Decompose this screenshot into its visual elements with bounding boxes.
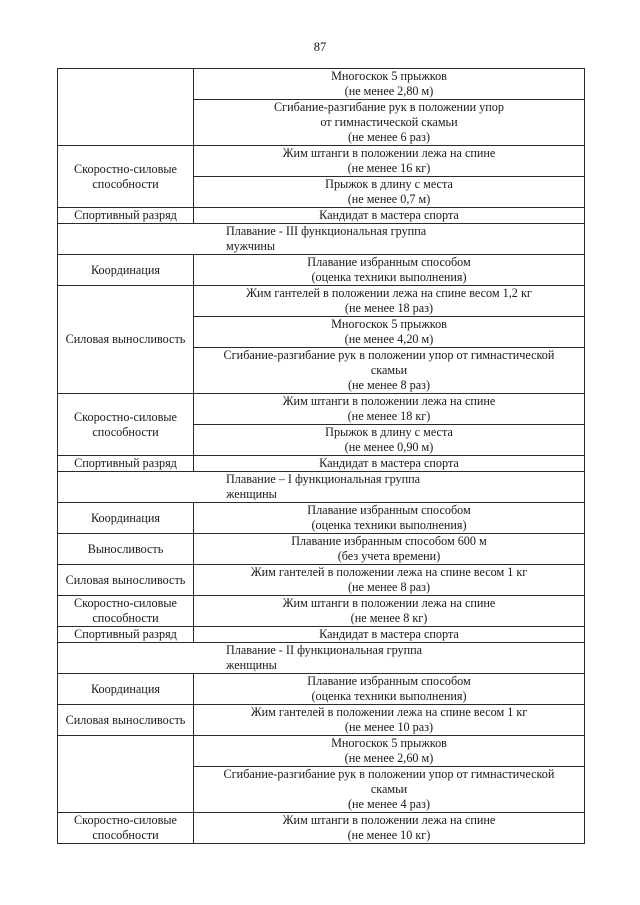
category-cell: Спортивный разряд — [58, 456, 194, 472]
section-row — [58, 472, 585, 503]
test-cell — [194, 767, 585, 813]
test-line: Прыжок в длину с места — [325, 177, 453, 191]
table-row — [58, 705, 585, 736]
section-heading — [58, 472, 585, 503]
table-row — [58, 69, 585, 100]
test-line: (оценка техники выполнения) — [311, 689, 467, 703]
table-row — [58, 813, 585, 844]
test-line: Плавание избранным способом — [307, 674, 471, 688]
test-cell — [194, 456, 585, 472]
table-row — [58, 394, 585, 425]
category-cell — [58, 736, 194, 813]
section-row — [58, 643, 585, 674]
test-line: (не менее 10 кг) — [347, 828, 431, 842]
category-cell: Скоростно-силовые способности — [58, 596, 194, 627]
test-line: от гимнастической скамьи — [320, 115, 458, 129]
standards-table — [57, 68, 585, 844]
table-row — [58, 208, 585, 224]
test-cell — [194, 596, 585, 627]
test-cell — [194, 736, 585, 767]
test-cell — [194, 534, 585, 565]
test-line: Прыжок в длину с места — [325, 425, 453, 439]
section-subtitle: женщины — [226, 658, 277, 672]
table-row — [58, 146, 585, 177]
test-line: Кандидат в мастера спорта — [319, 456, 459, 470]
test-cell — [194, 177, 585, 208]
test-line: Кандидат в мастера спорта — [319, 627, 459, 641]
category-cell: Скоростно-силовые способности — [58, 394, 194, 456]
table-row — [58, 596, 585, 627]
test-line: (не менее 18 раз) — [344, 301, 434, 315]
section-title: Плавание – I функциональная группа — [226, 472, 421, 486]
section-heading — [58, 224, 585, 255]
test-line: Кандидат в мастера спорта — [319, 208, 459, 222]
test-line: (не менее 2,60 м) — [344, 751, 434, 765]
test-line: Многоскок 5 прыжков — [331, 69, 447, 83]
test-cell — [194, 146, 585, 177]
test-line: Плавание избранным способом — [307, 503, 471, 517]
category-cell: Силовая выносливость — [58, 565, 194, 596]
test-line: (не менее 8 кг) — [350, 611, 428, 625]
section-heading — [58, 643, 585, 674]
table-row — [58, 534, 585, 565]
test-line: (не менее 16 кг) — [347, 161, 431, 175]
test-line: (не менее 4 раз) — [347, 797, 431, 811]
test-line: (оценка техники выполнения) — [311, 518, 467, 532]
test-line: Плавание избранным способом — [307, 255, 471, 269]
category-cell: Скоростно-силовые способности — [58, 813, 194, 844]
test-cell — [194, 627, 585, 643]
category-cell — [58, 69, 194, 146]
test-cell — [194, 69, 585, 100]
test-line: (не менее 8 раз) — [347, 378, 431, 392]
category-cell: Координация — [58, 255, 194, 286]
test-line: (не менее 6 раз) — [347, 130, 431, 144]
table-row — [58, 255, 585, 286]
test-line: (не менее 0,90 м) — [344, 440, 434, 454]
category-cell: Силовая выносливость — [58, 705, 194, 736]
test-cell — [194, 503, 585, 534]
category-cell: Силовая выносливость — [58, 286, 194, 394]
category-cell: Спортивный разряд — [58, 208, 194, 224]
test-line: (оценка техники выполнения) — [311, 270, 467, 284]
test-line: Жим штанги в положении лежа на спине — [282, 146, 496, 160]
test-cell — [194, 705, 585, 736]
table-row — [58, 674, 585, 705]
test-line: Сгибание-разгибание рук в положении упор от гимнастической — [223, 348, 555, 362]
table-row — [58, 456, 585, 472]
page-number: 87 — [313, 40, 327, 54]
test-line: скамьи — [370, 363, 408, 377]
test-cell — [194, 394, 585, 425]
test-line: (не менее 8 раз) — [347, 580, 431, 594]
test-cell — [194, 255, 585, 286]
category-cell: Скоростно-силовые способности — [58, 146, 194, 208]
test-line: Жим гантелей в положении лежа на спине весом 1,2 кг — [246, 286, 532, 300]
test-cell — [194, 208, 585, 224]
table-row — [58, 503, 585, 534]
test-cell — [194, 425, 585, 456]
test-line: (не менее 2,80 м) — [344, 84, 434, 98]
test-line: Жим штанги в положении лежа на спине — [282, 813, 496, 827]
section-title: Плавание - III функциональная группа — [226, 224, 427, 238]
test-line: Сгибание-разгибание рук в положении упор — [274, 100, 504, 114]
test-line: (без учета времени) — [337, 549, 441, 563]
test-line: Жим штанги в положении лежа на спине — [282, 596, 496, 610]
test-cell — [194, 813, 585, 844]
test-line: Жим штанги в положении лежа на спине — [282, 394, 496, 408]
test-line: Плавание избранным способом 600 м — [291, 534, 487, 548]
section-subtitle: женщины — [226, 487, 277, 501]
test-line: Жим гантелей в положении лежа на спине весом 1 кг — [250, 565, 528, 579]
section-title: Плавание - II функциональная группа — [226, 643, 423, 657]
test-line: Сгибание-разгибание рук в положении упор от гимнастической — [223, 767, 555, 781]
section-subtitle: мужчины — [226, 239, 276, 253]
standards-table-body — [58, 69, 585, 844]
test-line: Многоскок 5 прыжков — [331, 736, 447, 750]
category-cell: Координация — [58, 674, 194, 705]
test-line: (не менее 18 кг) — [347, 409, 431, 423]
test-line: Многоскок 5 прыжков — [331, 317, 447, 331]
table-row — [58, 627, 585, 643]
test-cell — [194, 674, 585, 705]
test-cell — [194, 286, 585, 317]
table-row — [58, 565, 585, 596]
test-cell — [194, 100, 585, 146]
section-row — [58, 224, 585, 255]
test-cell — [194, 565, 585, 596]
test-line: (не менее 10 раз) — [344, 720, 434, 734]
table-row — [58, 286, 585, 317]
table-row — [58, 736, 585, 767]
test-cell — [194, 317, 585, 348]
test-line: скамьи — [370, 782, 408, 796]
test-line: (не менее 0,7 м) — [347, 192, 431, 206]
test-cell — [194, 348, 585, 394]
category-cell: Выносливость — [58, 534, 194, 565]
category-cell: Спортивный разряд — [58, 627, 194, 643]
test-line: Жим гантелей в положении лежа на спине весом 1 кг — [250, 705, 528, 719]
category-cell: Координация — [58, 503, 194, 534]
test-line: (не менее 4,20 м) — [344, 332, 434, 346]
